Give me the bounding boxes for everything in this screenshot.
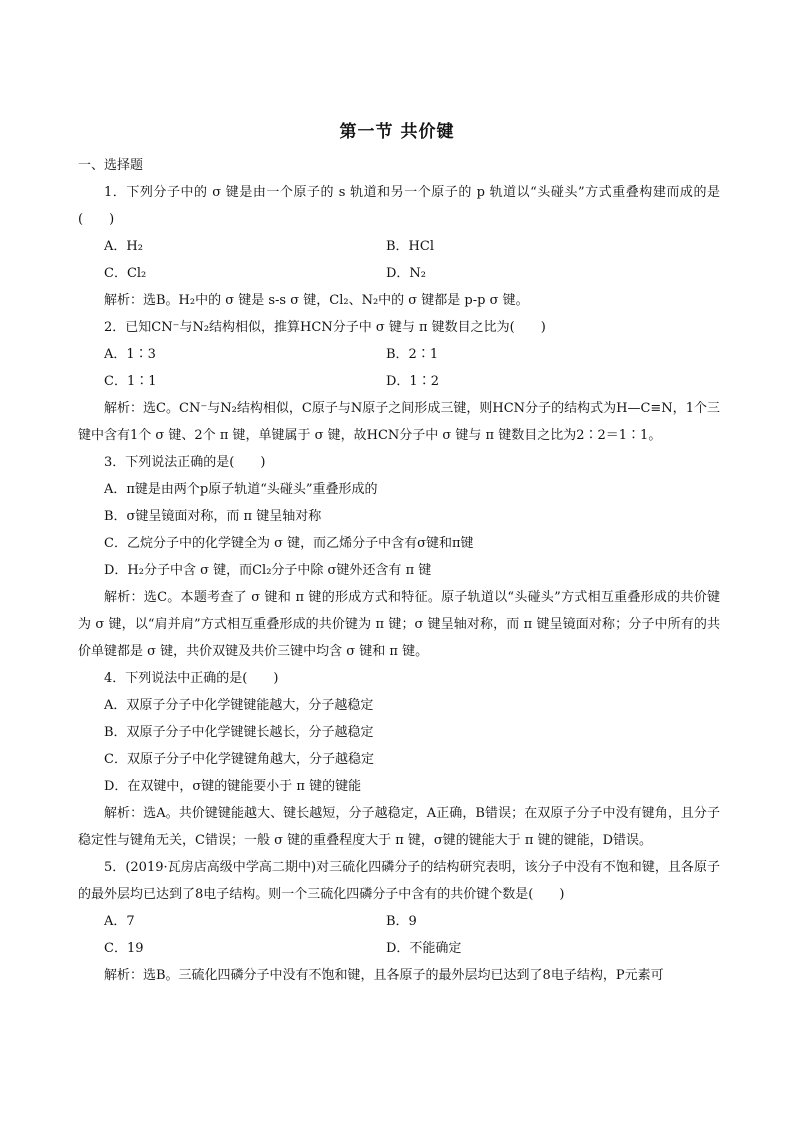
question-1-option-b: B．HCl	[386, 239, 434, 254]
question-3-analysis: 解析：选C。本题考查了 σ 键和 π 键的形成方式和特征。原子轨道以“头碰头”方式相互重叠形成的共价键为 σ 键，以“肩并肩”方式相互重叠形成的共价键为 π 键；σ 键呈轴对称，而 π 键呈镜面对称；分子中所有的共价单键都是 σ 键，共价双键及共价三键中均含 σ 键和 π 键。	[78, 590, 720, 659]
question-1-options-row-2	[78, 260, 720, 287]
question-2-stem: 2．已知CN⁻与N₂结构相似，推算HCN分子中 σ 键与 π 键数目之比为( )	[104, 320, 546, 335]
question-4-option-b: B．双原子分子中化学键键长越长，分子越稳定	[104, 725, 374, 740]
question-1-option-c: C．Cl₂	[104, 266, 147, 281]
document-body	[78, 152, 720, 989]
question-2-option-a: A．1∶3	[104, 347, 156, 362]
question-5-option-d: D．不能确定	[386, 941, 462, 956]
question-3-stem: 3．下列说法正确的是( )	[104, 455, 266, 470]
question-2-options-row-1	[78, 341, 720, 368]
question-5-option-b: B．9	[386, 914, 417, 929]
question-5-options-row-2	[78, 935, 720, 962]
question-5-options-row-1	[78, 908, 720, 935]
question-5-analysis: 解析：选B。三硫化四磷分子中没有不饱和键，且各原子的最外层均已达到了8电子结构，P元素可	[104, 968, 664, 983]
question-4-option-a: A．双原子分子中化学键键能越大，分子越稳定	[104, 698, 374, 713]
question-1-analysis: 解析：选B。H₂中的 σ 键是 s-s σ 键，Cl₂、N₂中的 σ 键都是 p-p σ 键。	[104, 293, 529, 308]
question-2-options-row-2	[78, 368, 720, 395]
page-title: 第一节 共价键	[339, 122, 455, 142]
question-5-stem: 5．(2019·瓦房店高级中学高二期中)对三硫化四磷分子的结构研究表明，该分子中没有不饱和键，且各原子的最外层均已达到了8电子结构。则一个三硫化四磷分子中含有的共价键个数是( )	[78, 860, 720, 902]
question-4-option-d: D．在双键中，σ键的键能要小于 π 键的键能	[104, 779, 362, 794]
question-1-option-a: A．H₂	[104, 239, 143, 254]
question-3-option-a: A．π键是由两个p原子轨道“头碰头”重叠形成的	[104, 482, 378, 497]
question-4-stem: 4．下列说法中正确的是( )	[104, 671, 279, 686]
question-2-option-b: B．2∶1	[386, 347, 439, 362]
question-1-options-row-1	[78, 233, 720, 260]
question-1-stem: 1．下列分子中的 σ 键是由一个原子的 s 轨道和另一个原子的 p 轨道以“头碰头”方式重叠构建而成的是( )	[78, 185, 720, 227]
question-2-option-c: C．1∶1	[104, 374, 157, 389]
question-2-analysis: 解析：选C。CN⁻与N₂结构相似，C原子与N原子之间形成三键，则HCN分子的结构式为H—C≡N，1个三键中含有1个 σ 键、2个 π 键，单键属于 σ 键，故HCN分子中 σ 键与 π 键数目之比为2∶2＝1∶1。	[78, 401, 720, 443]
question-4-option-c: C．双原子分子中化学键键角越大，分子越稳定	[104, 752, 374, 767]
section-heading: 一、选择题	[78, 158, 144, 173]
question-5-option-a: A．7	[104, 914, 135, 929]
question-3-option-b: B．σ键呈镜面对称，而 π 键呈轴对称	[104, 509, 322, 524]
question-3-option-d: D．H₂分子中含 σ 键，而Cl₂分子中除 σ键外还含有 π 键	[104, 563, 432, 578]
question-1-option-d: D．N₂	[386, 266, 427, 281]
question-5-option-c: C．19	[104, 941, 144, 956]
question-4-analysis: 解析：选A。共价键键能越大、键长越短，分子越稳定，A正确，B错误；在双原子分子中没有键角，且分子稳定性与键角无关，C错误；一般 σ 键的重叠程度大于 π 键，σ键的键能大于 π 键的键能，D错误。	[78, 806, 720, 848]
question-3-option-c: C．乙烷分子中的化学键全为 σ 键，而乙烯分子中含有σ键和π键	[104, 536, 474, 551]
question-2-option-d: D．1∶2	[386, 374, 439, 389]
